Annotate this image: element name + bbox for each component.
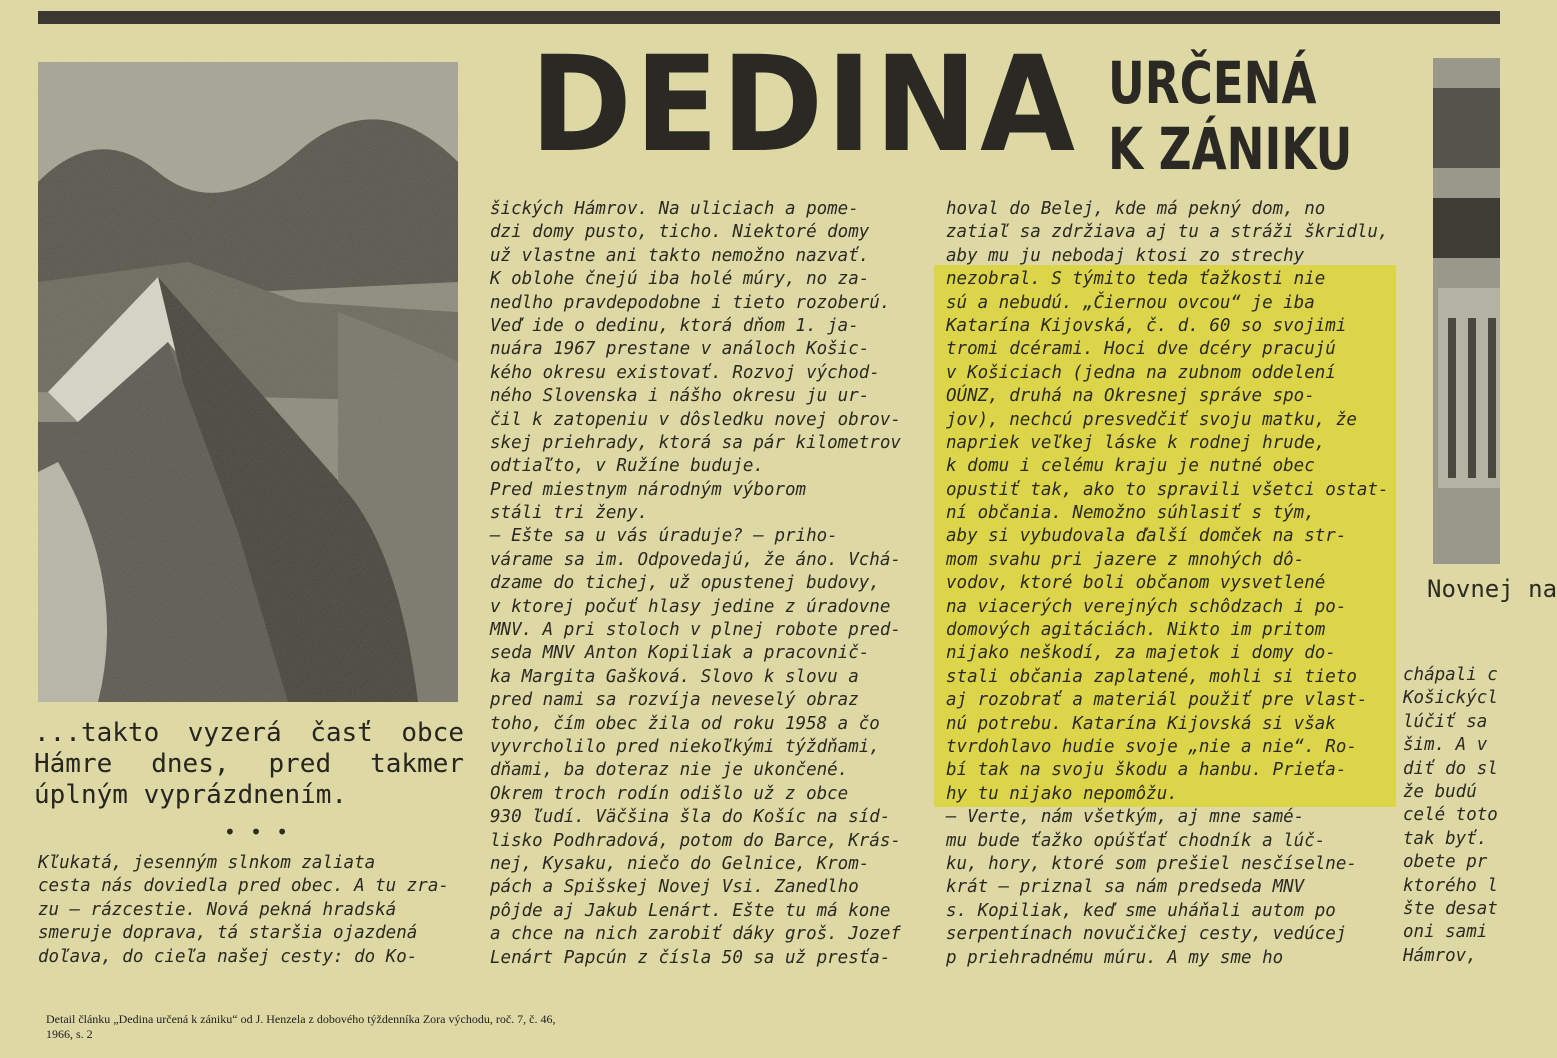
text-line: Katarína Kijovská, č. d. 60 so svojimi: [946, 315, 1347, 336]
text-line: diť do sl: [1403, 758, 1498, 779]
text-line: nezobral. S týmito teda ťažkosti nie: [946, 269, 1326, 290]
text-line: pred nami sa rozvíja neveselý obraz: [490, 690, 859, 711]
headline-main: DEDINA: [530, 28, 1078, 182]
text-line: v ktorej počuť hlasy jedine z úradovne: [490, 596, 891, 617]
headline-sub-line1: URČENÁ: [1108, 49, 1317, 117]
text-line: aby mu ju nebodaj ktosi zo strechy: [946, 245, 1305, 266]
text-line: nej, Kysaku, niečo do Gelnice, Krom-: [490, 853, 870, 874]
text-line: opustiť tak, ako to spravili všetci ostat-: [946, 479, 1389, 500]
text-line: Hámrov,: [1403, 945, 1477, 966]
text-line: ku, hory, ktoré som prešiel nesčíselne-: [946, 853, 1357, 874]
text-line: doľava, do cieľa našej cesty: do Ko-: [38, 946, 418, 967]
text-line: dzame do tichej, už opustenej budovy,: [490, 573, 880, 594]
text-line: ného Slovenska i nášho okresu ju ur-: [490, 386, 870, 407]
text-line: Kľukatá, jesenným slnkom zaliata: [38, 853, 376, 873]
text-line: tak byť.: [1403, 828, 1488, 849]
text-line: nuára 1967 prestane v análoch Košic-: [490, 339, 870, 360]
text-line: aby si vybudovala ďalší domček na str-: [946, 526, 1347, 547]
text-line: 930 ľudí. Väčšina šla do Košíc na síd-: [490, 807, 891, 828]
text-line: šických Hámrov. Na uliciach a pome-: [490, 199, 859, 219]
text-line: mu bude ťažko opúšťať chodník a lúč-: [946, 830, 1326, 851]
text-line: obete pr: [1403, 852, 1488, 873]
text-line: sú a nebudú. „Čiernou ovcou“ je iba: [946, 292, 1315, 313]
image-credit: Detail článku „Dedina určená k zániku“ od J. Henzela z dobového týždenníka Zora východu, roč. 7, č. 46, 1966, s. 2: [46, 1012, 556, 1041]
text-line: bí tak na svoju škodu a hanbu. Prieťa-: [946, 760, 1347, 781]
text-line: OÚNZ, druhá na Okresnej správe spo-: [946, 386, 1315, 407]
text-line: nedlho pravdepodobne i tieto rozoberú.: [490, 292, 891, 313]
text-line: várame sa im. Odpovedajú, že áno. Vchá-: [490, 549, 901, 570]
text-line: hy tu nijako nepomôžu.: [946, 783, 1178, 804]
adjacent-headline: [1427, 574, 1557, 604]
text-line: Pred miestnym národným výborom: [490, 479, 807, 500]
text-line: domových agitáciách. Nikto im pritom: [946, 620, 1326, 641]
text-line: v Košiciach (jedna na zubnom oddelení: [946, 362, 1336, 383]
text-line: ní občania. Nemožno súhlasiť s tým,: [946, 503, 1315, 524]
text-line: aj rozobrať a materiál použiť pre vlast-: [946, 690, 1368, 711]
article-column-3: [946, 198, 1389, 970]
text-line: Lenárt Papcún z čísla 50 sa už presťa-: [490, 947, 891, 968]
article-photo: [38, 62, 458, 702]
top-rule: [38, 11, 1500, 24]
text-line: serpentínach novučičkej cesty, vedúcej: [946, 924, 1347, 945]
text-line: celé toto: [1403, 805, 1498, 826]
text-line: zu — rázcestie. Nová pekná hradská: [38, 899, 397, 920]
text-line: a chce na nich zarobiť dáky groš. Jozef: [490, 924, 901, 945]
text-line: k domu i celému kraju je nutné obec: [946, 456, 1315, 477]
text-line: zatiaľ sa zdržiava aj tu a stráži škridlu,: [946, 222, 1389, 243]
text-line: už vlastne ani takto nemožno nazvať.: [490, 245, 870, 266]
text-line: jov), nechcú presvedčiť svoju matku, že: [946, 409, 1357, 430]
headline-sub: [1108, 49, 1353, 183]
text-line: toho, čím obec žila od roku 1958 a čo: [490, 713, 880, 734]
text-line: šte desat: [1403, 898, 1498, 919]
text-line: vodov, ktoré boli občanom vysvetlené: [946, 573, 1326, 594]
text-line: odtiaľto, v Ružíne buduje.: [490, 456, 764, 477]
text-line: chápali c: [1403, 665, 1498, 685]
text-line: — Ešte sa u vás úraduje? — priho-: [490, 526, 838, 547]
text-line: že budú: [1403, 781, 1477, 802]
article-column-1: [38, 852, 468, 969]
text-line: Košickýcl: [1403, 688, 1498, 709]
text-line: mom svahu pri jazere z mnohých dô-: [946, 549, 1305, 570]
text-line: K oblohe čnejú iba holé múry, no za-: [490, 269, 870, 290]
text-line: oni sami: [1403, 922, 1488, 943]
text-line: nú potrebu. Katarína Kijovská si však: [946, 713, 1336, 734]
text-line: vyvrcholilo pred niekoľkými týždňami,: [490, 736, 880, 757]
text-line: ka Margita Gašková. Slovo k slovu a: [490, 666, 859, 687]
text-line: skej priehrady, ktorá sa pár kilometrov: [490, 432, 901, 453]
text-line: stáli tri ženy.: [490, 503, 649, 524]
text-line: MNV. A pri stoloch v plnej robote pred-: [490, 620, 901, 641]
text-line: seda MNV Anton Kopiliak a pracovnič-: [490, 643, 870, 664]
text-line: Nov: [1427, 575, 1471, 603]
text-line: na viacerých verejných schôdzach i po-: [946, 596, 1347, 617]
text-line: šim. A v: [1403, 735, 1488, 756]
photo-caption: ...takto vyzerá časť obce Hámre dnes, pred takmer úplným vyprázdnením.: [34, 718, 464, 810]
text-line: lisko Podhradová, potom do Barce, Krás-: [490, 830, 901, 851]
text-line: krát — priznal sa nám predseda MNV: [946, 877, 1305, 898]
text-line: čil k zatopeniu v dôsledku novej obrov-: [490, 409, 901, 430]
article-column-4: [1403, 664, 1503, 968]
text-line: Okrem troch rodín odišlo už z obce: [490, 783, 849, 804]
text-line: stali občania zaplatené, mohli si tieto: [946, 666, 1357, 687]
text-line: hoval do Belej, kde má pekný dom, no: [946, 199, 1326, 219]
text-line: Veď ide o dedinu, ktorá dňom 1. ja-: [490, 315, 859, 336]
text-line: ktorého l: [1403, 875, 1498, 896]
adjacent-photo: [1433, 58, 1500, 564]
text-line: napriek veľkej láske k rodnej hrude,: [946, 432, 1326, 453]
text-line: cesta nás doviedla pred obec. A tu zra-: [38, 876, 449, 897]
headline-sub-line2: K ZÁNIKU: [1108, 115, 1353, 183]
text-line: lúčiť sa: [1403, 711, 1488, 732]
text-line: — Verte, nám všetkým, aj mne samé-: [946, 807, 1305, 828]
text-line: dzi domy pusto, ticho. Niektoré domy: [490, 222, 870, 243]
text-line: dňami, ba doteraz nie je ukončené.: [490, 760, 849, 781]
section-separator: • • •: [224, 820, 293, 844]
text-line: tvrdohlavo hudie svoje „nie a nie“. Ro-: [946, 736, 1357, 757]
text-line: pách a Spišskej Novej Vsi. Zanedlho: [490, 877, 859, 898]
text-line: kého okresu existovať. Rozvoj východ-: [490, 362, 880, 383]
text-line: p priehradnému múru. A my sme ho: [946, 947, 1284, 968]
text-line: nijako neškodí, za majetok i domy do-: [946, 643, 1336, 664]
text-line: s. Kopiliak, keď sme uháňali autom po: [946, 900, 1336, 921]
article-column-2: [490, 198, 924, 970]
text-line: nej na: [1470, 575, 1557, 603]
text-line: tromi dcérami. Hoci dve dcéry pracujú: [946, 339, 1336, 360]
text-line: smeruje doprava, tá staršia ojazdená: [38, 923, 418, 944]
text-line: pôjde aj Jakub Lenárt. Ešte tu má kone: [490, 900, 891, 921]
